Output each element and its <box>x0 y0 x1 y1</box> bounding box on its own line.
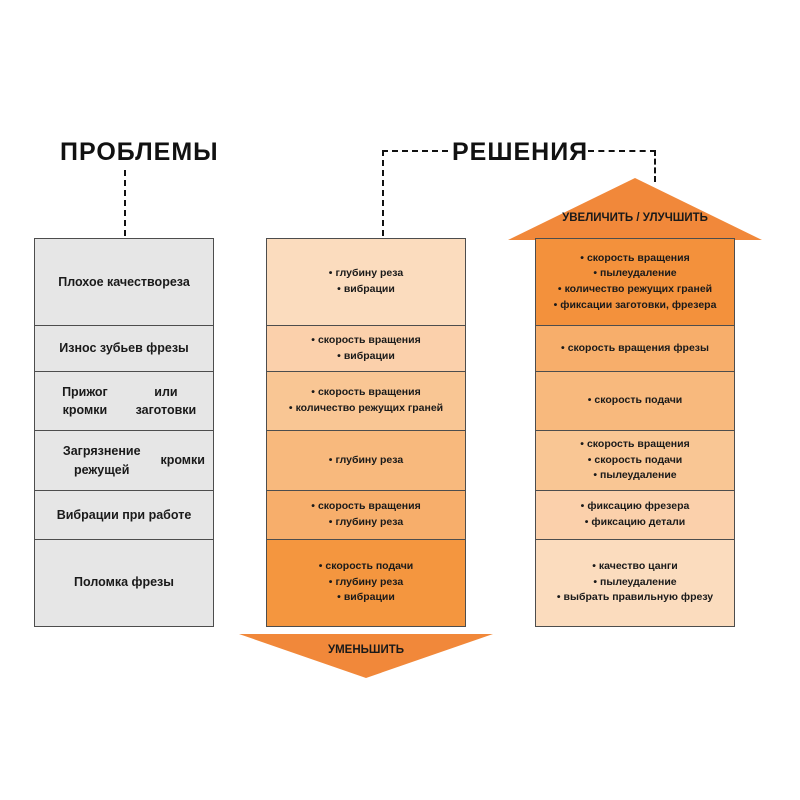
problem-text-line: Поломка фрезы <box>74 575 174 590</box>
bullet-icon: • <box>311 500 315 513</box>
solution-bullet-line <box>329 453 403 469</box>
bullet-icon: • <box>337 283 341 295</box>
down-arrow-label: УМЕНЬШИТЬ <box>327 644 405 656</box>
solution-bullet-line <box>581 499 690 515</box>
solution-bullet-line <box>580 251 689 267</box>
bullet-icon: • <box>328 453 333 466</box>
solution-text: глубину реза <box>335 267 404 280</box>
bullet-icon: • <box>593 267 598 280</box>
problem-cell <box>34 490 214 540</box>
bullet-icon: • <box>557 283 562 295</box>
connector-solutions-horizontal-right <box>588 150 656 152</box>
bullet-icon: • <box>587 394 592 407</box>
bullet-icon: • <box>318 559 323 572</box>
solution-text: количество режущих граней <box>564 283 713 295</box>
reduce-solutions-column <box>266 238 466 625</box>
bullet-icon: • <box>592 559 596 572</box>
solution-bullet-line <box>588 453 683 469</box>
solution-bullet-line <box>585 515 686 531</box>
solution-bullet-line <box>593 468 676 484</box>
increase-solution-cell <box>535 325 735 373</box>
solution-bullet-line <box>557 590 713 606</box>
solution-text: количество режущих граней <box>295 402 444 414</box>
solution-text: скорость подачи <box>594 394 683 407</box>
down-arrow-head <box>239 634 493 678</box>
solution-bullet-line <box>561 341 709 357</box>
up-arrow-label: УВЕЛИЧИТЬ / УЛУЧШИТЬ <box>562 212 708 224</box>
connector-solutions-horizontal-left <box>382 150 448 152</box>
connector-problems-vertical <box>124 170 126 236</box>
problem-text-line: Прижог кромки <box>62 384 108 417</box>
page-title-problems: ПРОБЛЕМЫ <box>60 138 219 166</box>
bullet-icon: • <box>337 349 341 362</box>
solution-bullet-line <box>329 515 403 531</box>
bullet-icon: • <box>593 575 598 588</box>
solution-bullet-line <box>558 282 712 298</box>
problem-cell <box>34 371 214 431</box>
bullet-icon: • <box>337 591 341 604</box>
problem-cell <box>34 539 214 627</box>
solution-text: скорость подачи <box>594 453 683 466</box>
solution-bullet-line <box>289 401 443 417</box>
solution-text: глубину реза <box>335 516 404 528</box>
problems-column <box>34 238 214 625</box>
solution-text: пылеудаление <box>600 267 677 280</box>
solution-bullet-line <box>593 575 676 591</box>
increase-solution-cell <box>535 539 735 627</box>
solution-text: глубину реза <box>335 453 404 466</box>
problem-cell <box>34 325 214 373</box>
solution-text: вибрации <box>343 349 395 362</box>
reduce-solution-cell <box>266 490 466 540</box>
solution-text: пылеудаление <box>600 575 677 588</box>
bullet-icon: • <box>311 333 315 346</box>
solution-bullet-line <box>329 266 403 282</box>
solution-text: выбрать правильную фрезу <box>563 591 714 604</box>
solution-text: фиксацию детали <box>591 516 686 528</box>
problem-text-line: Износ зубьев фрезы <box>59 341 189 356</box>
solution-text: скорость вращения <box>586 251 690 264</box>
solution-bullet-line <box>554 298 717 314</box>
bullet-icon: • <box>328 575 333 588</box>
bullet-icon: • <box>580 437 584 450</box>
solution-text: фиксацию фрезера <box>587 500 690 513</box>
problem-cell <box>34 430 214 492</box>
solution-bullet-line <box>592 559 678 575</box>
increase-solution-cell <box>535 371 735 431</box>
problem-text-line: Вибрации при работе <box>56 507 192 522</box>
bullet-icon: • <box>311 386 315 399</box>
increase-solution-cell <box>535 430 735 492</box>
solution-bullet-line <box>311 499 420 515</box>
bullet-icon: • <box>288 402 293 414</box>
up-arrow-head <box>508 178 762 240</box>
problem-text-line: кромки <box>160 453 205 468</box>
problem-text-line: Загрязнение режущей <box>62 444 141 477</box>
solution-text: вибрации <box>343 283 395 295</box>
increase-solutions-column <box>535 238 735 625</box>
solution-text: вибрации <box>343 591 395 604</box>
bullet-icon: • <box>593 469 598 482</box>
solution-text: глубину реза <box>335 575 404 588</box>
solution-text: скорость вращения <box>317 386 421 399</box>
solution-bullet-line <box>311 333 420 349</box>
solution-bullet-line <box>588 393 683 409</box>
solution-bullet-line <box>337 349 395 365</box>
solution-bullet-line <box>337 590 395 606</box>
problem-text-line: или заготовки <box>135 384 197 417</box>
solution-text: фиксации заготовки, фрезера <box>560 298 717 311</box>
problem-text-line: реза <box>162 274 190 289</box>
bullet-icon: • <box>580 500 585 513</box>
bullet-icon: • <box>553 298 558 311</box>
solution-bullet-line <box>319 559 414 575</box>
solution-text: скорость подачи <box>325 559 414 572</box>
solution-text: пылеудаление <box>600 469 677 482</box>
reduce-solution-cell <box>266 371 466 431</box>
reduce-solution-cell <box>266 539 466 627</box>
solution-bullet-line <box>593 266 676 282</box>
solution-bullet-line <box>337 282 395 298</box>
problem-cell <box>34 238 214 326</box>
bullet-icon: • <box>556 591 561 604</box>
solution-text: скорость вращения <box>586 437 690 450</box>
solution-bullet-line <box>580 437 689 453</box>
reduce-solution-cell <box>266 325 466 373</box>
bullet-icon: • <box>584 516 589 528</box>
reduce-solution-cell <box>266 238 466 326</box>
solution-text: скорость вращения <box>317 500 421 513</box>
bullet-icon: • <box>328 267 333 280</box>
solution-bullet-line <box>311 385 420 401</box>
solution-bullet-line <box>329 575 403 591</box>
bullet-icon: • <box>328 516 333 528</box>
bullet-icon: • <box>587 453 592 466</box>
connector-solutions-vertical-left <box>382 150 384 236</box>
bullet-icon: • <box>580 251 584 264</box>
increase-solution-cell <box>535 238 735 326</box>
reduce-solution-cell <box>266 430 466 492</box>
solution-text: скорость вращения фрезы <box>567 341 709 354</box>
solution-text: скорость вращения <box>317 333 421 346</box>
bullet-icon: • <box>561 341 565 354</box>
page-title-solutions: РЕШЕНИЯ <box>452 138 589 166</box>
solution-text: качество цанги <box>598 559 678 572</box>
increase-solution-cell <box>535 490 735 540</box>
problem-text-line: Плохое качество <box>58 274 163 289</box>
